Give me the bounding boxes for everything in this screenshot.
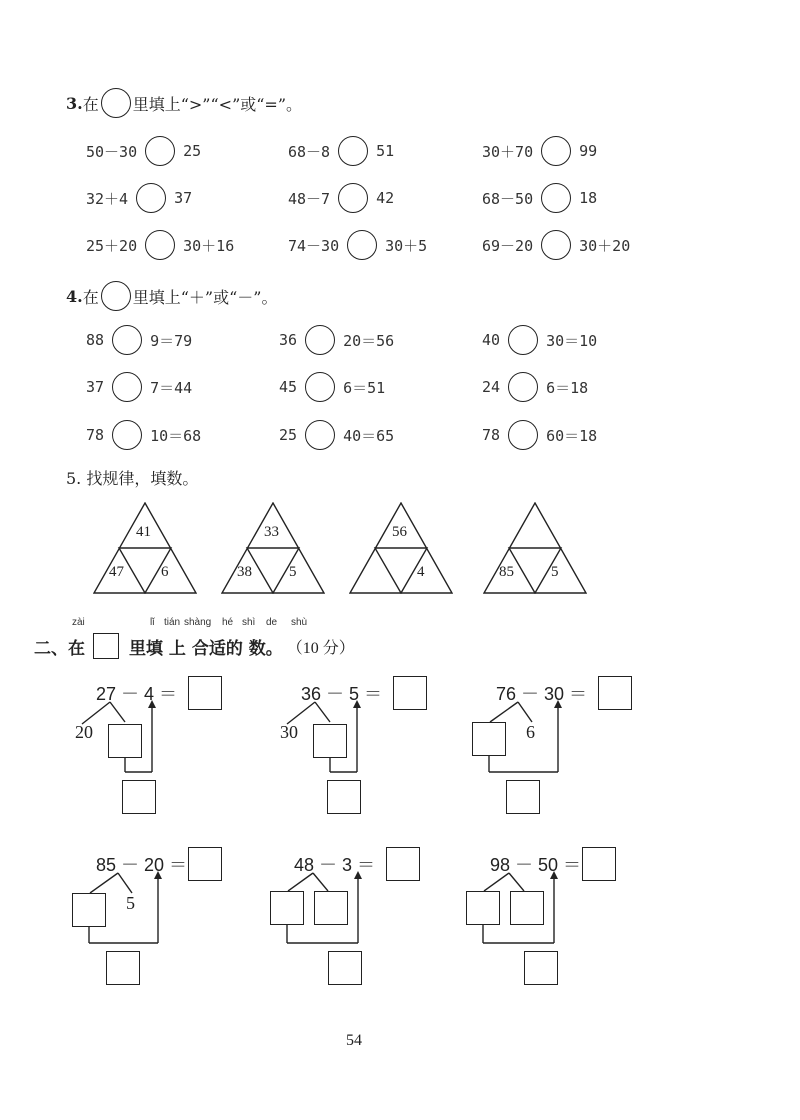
- q3-pre: 在: [82, 94, 99, 114]
- expression-left: 25: [279, 426, 298, 444]
- answer-box[interactable]: [506, 780, 540, 814]
- q4-exercise: [279, 325, 394, 355]
- answer-circle[interactable]: [508, 420, 538, 450]
- expression-right: 30＋5: [385, 236, 428, 255]
- result-box[interactable]: [386, 847, 420, 881]
- pinyin-shang: shàng: [184, 617, 212, 628]
- pinyin-li: lǐ: [150, 617, 155, 628]
- expression-right: 60＝18: [546, 426, 598, 445]
- q4-exercise: [86, 420, 201, 450]
- expression-left: 48－7: [288, 189, 331, 208]
- triangle-number-left: 47: [109, 564, 124, 580]
- answer-circle[interactable]: [541, 230, 571, 260]
- triangle-number-left: 85: [499, 564, 514, 580]
- q3-exercise: [86, 136, 201, 166]
- answer-circle[interactable]: [508, 325, 538, 355]
- triangle-number-right: 6: [161, 564, 169, 580]
- q5-heading: 5. 找规律，填数。: [66, 469, 199, 488]
- decomposition-problem: [470, 676, 645, 826]
- split-label: 30: [280, 722, 298, 742]
- q4-exercise: [279, 420, 394, 450]
- answer-circle[interactable]: [145, 136, 175, 166]
- answer-box[interactable]: [122, 780, 156, 814]
- q4-pre: 在: [82, 287, 99, 307]
- answer-circle[interactable]: [338, 183, 368, 213]
- pinyin-de: de: [266, 617, 278, 628]
- section2-prefix: 二、在: [34, 638, 85, 659]
- answer-box[interactable]: [327, 780, 361, 814]
- q3-exercise: [86, 183, 192, 213]
- answer-circle[interactable]: [112, 372, 142, 402]
- triangle-number-right: 4: [417, 564, 425, 580]
- expression-right: 6＝51: [343, 378, 386, 397]
- expression-right: 10＝68: [150, 426, 202, 445]
- pinyin-tian: tián: [164, 617, 181, 628]
- q4-exercise: [482, 372, 588, 402]
- answer-circle[interactable]: [145, 230, 175, 260]
- expression-right: 18: [579, 189, 598, 207]
- answer-circle[interactable]: [136, 183, 166, 213]
- decomposition-problem: [464, 847, 639, 997]
- q4-instruction: 里填上“＋”或“－”。: [132, 287, 278, 307]
- q4-exercise: [86, 372, 192, 402]
- q3-exercise: [288, 183, 394, 213]
- answer-box[interactable]: [524, 951, 558, 985]
- section2-title: [34, 633, 355, 659]
- circle-icon: [101, 281, 131, 311]
- expression-left: 36: [279, 331, 298, 349]
- result-box[interactable]: [598, 676, 632, 710]
- answer-box[interactable]: [314, 891, 348, 925]
- problem-expression: 85 － 20 ＝: [96, 855, 188, 875]
- problem-expression: 98 － 50 ＝: [490, 855, 582, 875]
- expression-right: 25: [183, 142, 202, 160]
- problem-expression: 27 － 4 ＝: [96, 684, 178, 704]
- expression-right: 7＝44: [150, 378, 193, 397]
- triangle-number-top: 33: [264, 524, 279, 540]
- q4-number: 4.: [66, 286, 83, 306]
- expression-right: 9＝79: [150, 331, 193, 350]
- triangle-number-top: 56: [392, 524, 407, 540]
- expression-right: 30＋20: [579, 236, 631, 255]
- q4-exercise: [482, 325, 597, 355]
- q3-exercise: [482, 183, 597, 213]
- triangle-number-right: 5: [551, 564, 559, 580]
- section2-suffix: 里填 上 合适的 数。: [129, 638, 283, 659]
- expression-left: 68－8: [288, 142, 331, 161]
- page-number: 54: [346, 1032, 362, 1049]
- answer-circle[interactable]: [508, 372, 538, 402]
- expression-right: 30＋16: [183, 236, 235, 255]
- answer-circle[interactable]: [305, 420, 335, 450]
- q3-exercise: [86, 230, 234, 260]
- q3-heading: [66, 88, 302, 118]
- expression-right: 20＝56: [343, 331, 395, 350]
- split-label: 20: [75, 722, 93, 742]
- expression-left: 50－30: [86, 142, 138, 161]
- expression-left: 45: [279, 378, 298, 396]
- problem-expression: 76 － 30 ＝: [496, 684, 588, 704]
- split-label: 6: [526, 722, 535, 742]
- pinyin-zai: zài: [72, 617, 85, 628]
- q3-instruction: 里填上“>”“<”或“=”。: [132, 94, 303, 114]
- answer-circle[interactable]: [112, 420, 142, 450]
- answer-circle[interactable]: [347, 230, 377, 260]
- answer-circle[interactable]: [541, 136, 571, 166]
- number-triangle: [349, 502, 453, 594]
- result-box[interactable]: [582, 847, 616, 881]
- answer-box[interactable]: [510, 891, 544, 925]
- expression-left: 40: [482, 331, 501, 349]
- triangle-outline: [349, 502, 453, 594]
- q3-exercise: [482, 136, 597, 166]
- number-triangle: [483, 502, 587, 594]
- answer-box[interactable]: [313, 724, 347, 758]
- number-triangle: [221, 502, 325, 594]
- answer-box[interactable]: [270, 891, 304, 925]
- q4-exercise: [279, 372, 385, 402]
- expression-right: 40＝65: [343, 426, 395, 445]
- section2-score: （10 分）: [286, 639, 355, 657]
- q3-exercise: [288, 136, 394, 166]
- q3-exercise: [482, 230, 630, 260]
- expression-right: 37: [174, 189, 193, 207]
- q4-heading: [66, 281, 277, 311]
- decomposition-problem: [275, 676, 450, 826]
- expression-left: 32＋4: [86, 189, 129, 208]
- expression-left: 68－50: [482, 189, 534, 208]
- triangle-number-left: 38: [237, 564, 252, 580]
- answer-circle[interactable]: [112, 325, 142, 355]
- expression-right: 30＝10: [546, 331, 598, 350]
- expression-right: 6＝18: [546, 378, 589, 397]
- expression-right: 99: [579, 142, 598, 160]
- answer-box[interactable]: [472, 722, 506, 756]
- decomposition-problem: [70, 676, 245, 826]
- expression-left: 37: [86, 378, 105, 396]
- expression-right: 51: [376, 142, 395, 160]
- answer-circle[interactable]: [305, 325, 335, 355]
- expression-left: 30＋70: [482, 142, 534, 161]
- expression-left: 78: [86, 426, 105, 444]
- expression-left: 24: [482, 378, 501, 396]
- expression-left: 78: [482, 426, 501, 444]
- answer-box[interactable]: [328, 951, 362, 985]
- split-label: 5: [126, 893, 135, 913]
- expression-left: 25＋20: [86, 236, 138, 255]
- decomposition-problem: [70, 847, 245, 997]
- expression-left: 88: [86, 331, 105, 349]
- number-triangle: [93, 502, 197, 594]
- pinyin-shi: shì: [242, 617, 256, 628]
- triangle-number-right: 5: [289, 564, 297, 580]
- answer-box-icon: [93, 633, 119, 659]
- result-box[interactable]: [188, 847, 222, 881]
- answer-box[interactable]: [466, 891, 500, 925]
- answer-circle[interactable]: [305, 372, 335, 402]
- pinyin-shu: shù: [291, 617, 308, 628]
- expression-left: 74－30: [288, 236, 340, 255]
- expression-right: 42: [376, 189, 395, 207]
- q3-number: 3.: [66, 93, 83, 113]
- problem-expression: 36 － 5 ＝: [301, 684, 383, 704]
- q3-exercise: [288, 230, 427, 260]
- pinyin-he: hé: [222, 617, 234, 628]
- result-box[interactable]: [188, 676, 222, 710]
- circle-icon: [101, 88, 131, 118]
- answer-circle[interactable]: [541, 183, 571, 213]
- q4-exercise: [482, 420, 597, 450]
- result-box[interactable]: [393, 676, 427, 710]
- triangle-number-top: 41: [136, 524, 151, 540]
- answer-box[interactable]: [106, 951, 140, 985]
- expression-left: 69－20: [482, 236, 534, 255]
- answer-circle[interactable]: [338, 136, 368, 166]
- answer-box[interactable]: [108, 724, 142, 758]
- decomposition-problem: [268, 847, 443, 997]
- q4-exercise: [86, 325, 192, 355]
- answer-box[interactable]: [72, 893, 106, 927]
- problem-expression: 48 － 3 ＝: [294, 855, 376, 875]
